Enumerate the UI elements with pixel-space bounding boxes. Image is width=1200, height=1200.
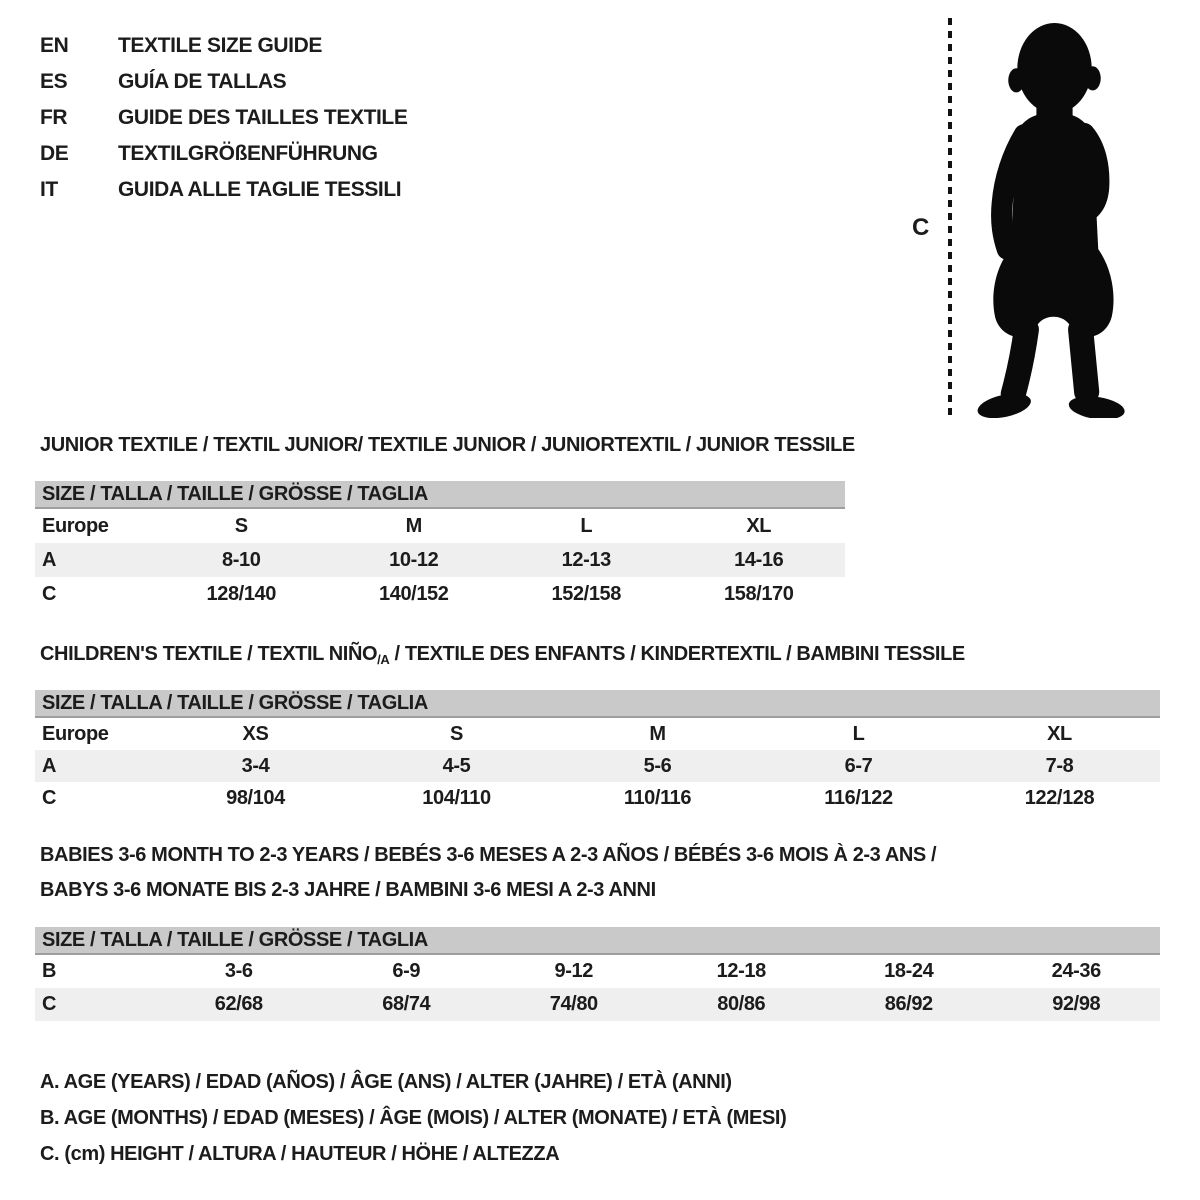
babies-section-title-line1: BABIES 3-6 MONTH TO 2-3 YEARS / BEBÉS 3-6 MESES A 2-3 AÑOS / BÉBÉS 3-6 MOIS À 2-3 ANS / (40, 844, 937, 866)
height-cell: 122/128 (1024, 786, 1095, 809)
height-c-label: C (912, 214, 929, 241)
size-cell: M (649, 722, 666, 745)
height-measure-dashed-line (948, 18, 952, 416)
legend-line-b: B. AGE (MONTHS) / EDAD (MESES) / ÂGE (MOIS) / ALTER (MONATE) / ETÀ (MESI) (40, 1106, 787, 1129)
size-cell: M (405, 514, 422, 537)
table-row-age (35, 543, 845, 577)
height-cell: 128/140 (206, 582, 276, 605)
language-list (40, 28, 407, 208)
legend-line-c: C. (cm) HEIGHT / ALTURA / HAUTEUR / HÖHE / ALTEZZA (40, 1142, 560, 1165)
table-row-height (35, 782, 1160, 814)
language-code: DE (40, 142, 69, 165)
months-cell: 24-36 (1051, 960, 1101, 982)
legend (40, 1064, 786, 1172)
age-cell: 5-6 (643, 754, 672, 777)
babies-section-title-line2: BABYS 3-6 MONATE BIS 2-3 JAHRE / BAMBINI 3-6 MESI A 2-3 ANNI (40, 879, 656, 901)
language-row-it (40, 172, 407, 208)
language-code: ES (40, 70, 68, 93)
language-code: IT (40, 178, 58, 201)
table-row-europe (35, 509, 845, 543)
months-cell: 9-12 (554, 960, 593, 982)
row-label: B (42, 960, 57, 982)
age-cell: 12-13 (561, 548, 611, 571)
table-row-months (35, 955, 1160, 988)
size-header-bar: SIZE / TALLA / TAILLE / GRÖSSE / TAGLIA (35, 481, 845, 509)
age-cell: 7-8 (1045, 754, 1074, 777)
height-cell: 116/122 (824, 786, 893, 809)
age-cell: 14-16 (734, 548, 784, 571)
height-cell: 158/170 (724, 582, 794, 605)
table-row-age (35, 750, 1160, 782)
size-cell: S (234, 514, 248, 537)
age-cell: 10-12 (389, 548, 439, 571)
size-cell: XL (1047, 722, 1072, 745)
language-row-es (40, 64, 407, 100)
toddler-silhouette-image (966, 16, 1142, 418)
height-cell: 74/80 (549, 993, 598, 1015)
size-cell: XL (746, 514, 772, 537)
height-cell: 104/110 (422, 786, 491, 809)
children-title-prefix: CHILDREN'S TEXTILE / TEXTIL NIÑO (40, 643, 378, 665)
language-row-de (40, 136, 407, 172)
row-label: C (42, 582, 57, 605)
children-title-suffix: / TEXTILE DES ENFANTS / KINDERTEXTIL / BAMBINI TESSILE (389, 643, 965, 665)
junior-section-title: JUNIOR TEXTILE / TEXTIL JUNIOR/ TEXTILE JUNIOR / JUNIORTEXTIL / JUNIOR TESSILE (40, 434, 855, 456)
language-label: GUIDE DES TAILLES TEXTILE (118, 106, 408, 129)
table-row-height (35, 577, 845, 611)
months-cell: 18-24 (884, 960, 934, 982)
age-cell: 8-10 (222, 548, 261, 571)
table-row-height (35, 988, 1160, 1021)
height-cell: 68/74 (382, 993, 431, 1015)
size-cell: L (852, 722, 865, 745)
size-cell: S (450, 722, 463, 745)
height-cell: 152/158 (551, 582, 621, 605)
babies-size-table (35, 927, 1160, 1021)
months-cell: 12-18 (716, 960, 766, 982)
row-label: A (42, 548, 57, 571)
height-cell: 140/152 (379, 582, 449, 605)
row-label: C (42, 993, 57, 1015)
row-label: Europe (42, 514, 109, 537)
language-code: FR (40, 106, 68, 129)
height-cell: 92/98 (1052, 993, 1101, 1015)
language-row-en (40, 28, 407, 64)
height-cell: 98/104 (226, 786, 285, 809)
row-label: A (42, 754, 57, 777)
age-cell: 6-7 (844, 754, 873, 777)
height-cell: 80/86 (717, 993, 766, 1015)
language-label: GUIDA ALLE TAGLIE TESSILI (118, 178, 402, 201)
height-cell: 86/92 (884, 993, 933, 1015)
language-code: EN (40, 34, 69, 57)
table-row-europe (35, 718, 1160, 750)
size-header-bar: SIZE / TALLA / TAILLE / GRÖSSE / TAGLIA (35, 927, 1160, 955)
children-size-table (35, 690, 1160, 814)
children-title-sub: /A (377, 652, 390, 667)
children-section-title (40, 643, 965, 667)
language-label: GUÍA DE TALLAS (118, 70, 287, 93)
row-label: Europe (42, 722, 109, 745)
size-cell: L (580, 514, 593, 537)
age-cell: 4-5 (442, 754, 471, 777)
months-cell: 6-9 (392, 960, 421, 982)
size-cell: XS (242, 722, 269, 745)
legend-line-a: A. AGE (YEARS) / EDAD (AÑOS) / ÂGE (ANS) / ALTER (JAHRE) / ETÀ (ANNI) (40, 1070, 732, 1093)
language-label: TEXTILE SIZE GUIDE (118, 34, 322, 57)
row-label: C (42, 786, 57, 809)
size-header-bar: SIZE / TALLA / TAILLE / GRÖSSE / TAGLIA (35, 690, 1160, 718)
age-cell: 3-4 (241, 754, 270, 777)
height-cell: 62/68 (214, 993, 263, 1015)
language-row-fr (40, 100, 407, 136)
junior-size-table (35, 481, 845, 611)
language-label: TEXTILGRÖßENFÜHRUNG (118, 142, 378, 165)
height-cell: 110/116 (623, 786, 692, 809)
months-cell: 3-6 (224, 960, 253, 982)
